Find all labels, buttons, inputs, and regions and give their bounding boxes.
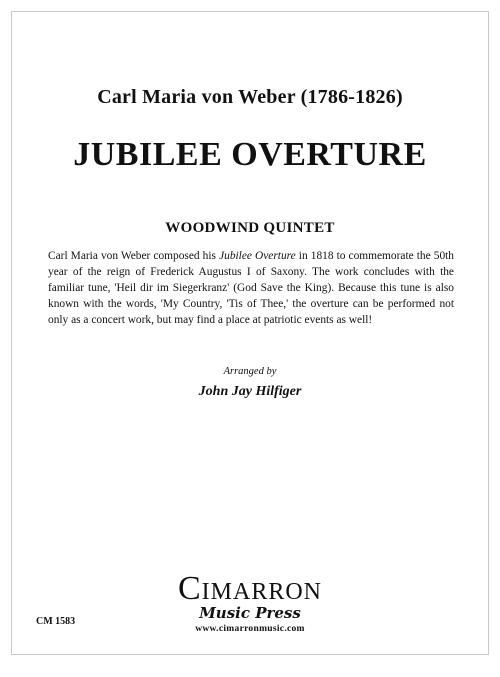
score-cover-page: [11, 11, 489, 655]
program-note-text-1: Carl Maria von Weber composed his: [48, 250, 220, 262]
program-note-text-2: in 1818 to commemorate the 50th year of the reign of Frederick Augustus I of Saxony. The work concludes with the familiar tune, 'Heil dir im Siegerkranz' (God Save the King). Because this tune is also known with the words, 'My Country, 'Tis of Thee,' the overture can be performed not only as a concert work, but may find a place at patriotic events as well!: [48, 250, 455, 326]
program-note-work-title: Jubilee Overture: [219, 250, 296, 262]
piece-title: JUBILEE OVERTURE: [73, 136, 427, 173]
publisher-logo: [12, 570, 488, 634]
publisher-logo-rest: IMARRON: [201, 579, 323, 605]
program-note: [48, 248, 454, 328]
arranged-by-label: Arranged by: [223, 366, 277, 377]
publisher-website: www.cimarronmusic.com: [195, 624, 305, 634]
ensemble-heading: WOODWIND QUINTET: [165, 220, 335, 236]
publisher-logo-subtitle: Music Press: [199, 604, 301, 622]
catalog-number: CM 1583: [36, 616, 76, 627]
arranger-name: John Jay Hilfiger: [198, 384, 302, 399]
composer-line: Carl Maria von Weber (1786-1826): [97, 86, 403, 108]
publisher-logo-wordmark: [12, 570, 488, 608]
publisher-logo-initial: C: [177, 570, 202, 607]
